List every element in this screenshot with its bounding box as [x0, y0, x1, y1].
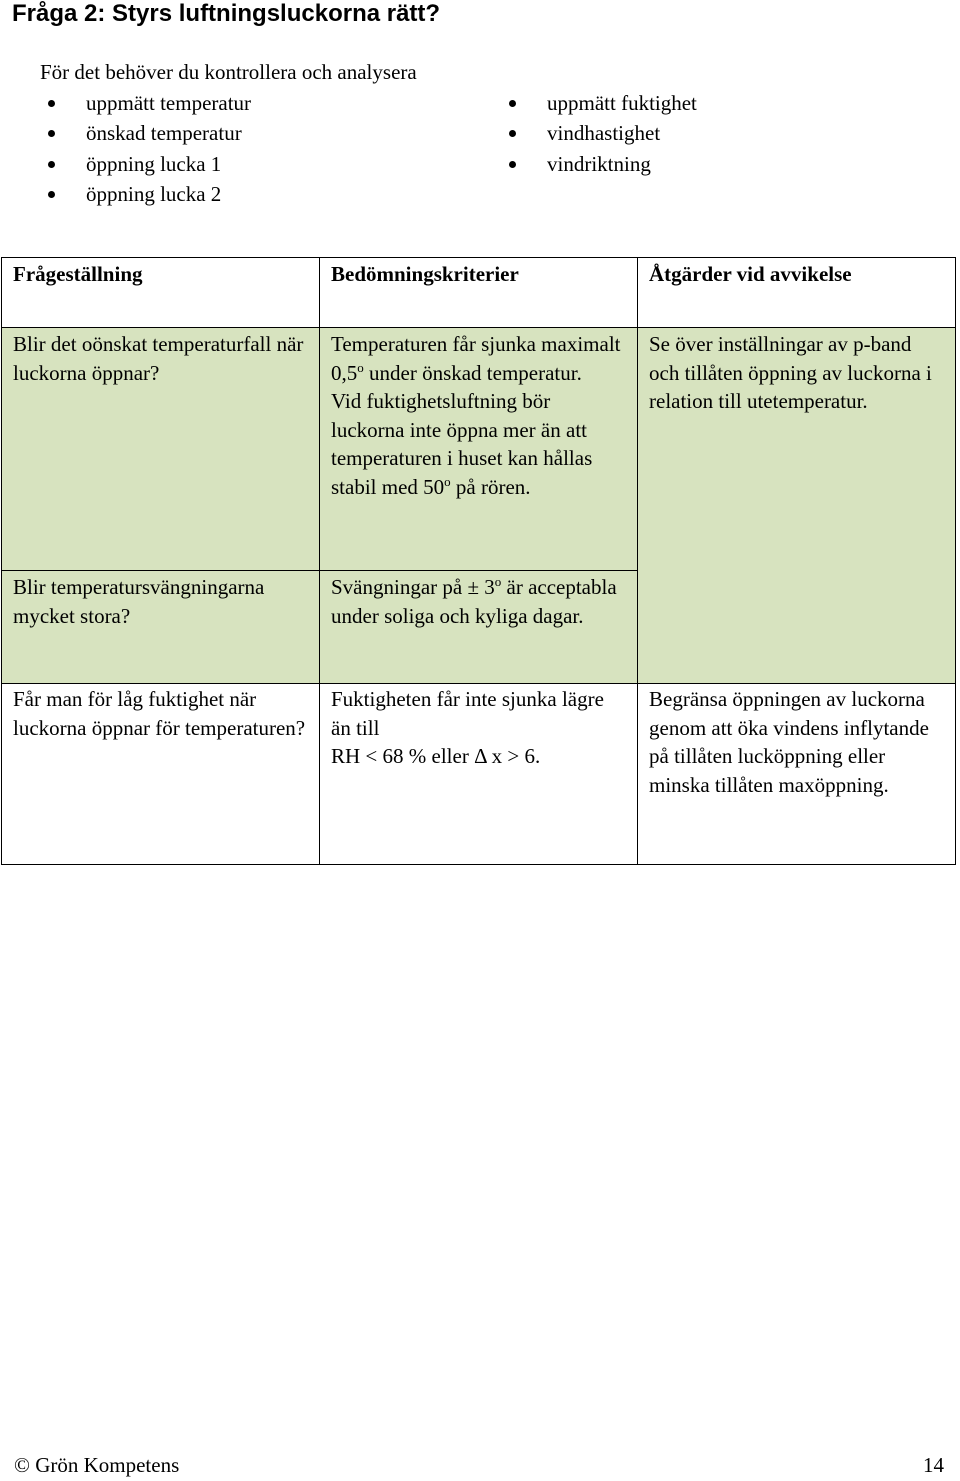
intro-text: För det behöver du kontrollera och analysera: [40, 60, 417, 84]
footer-copyright: © Grön Kompetens: [14, 1453, 180, 1477]
bullet-item: öppning lucka 1: [48, 149, 251, 179]
row3-action: Begränsa öppningen av luckorna genom att öka vindens inflytande på tillåten lucköppning eller minska tillåten maxöppning.: [638, 684, 956, 865]
degree-sup: o: [494, 574, 502, 589]
bullet-list-right: [509, 88, 697, 179]
bullet-icon: [48, 100, 55, 107]
bullet-item: önskad temperatur: [48, 118, 251, 148]
row1-question: Blir det oönskat temperaturfall när luckorna öppnar?: [2, 328, 320, 571]
table-row: [2, 328, 956, 571]
header-action: Åtgärder vid avvikelse: [638, 258, 956, 328]
row2-question: Blir temperatursvängningarna mycket stora?: [2, 571, 320, 684]
bullet-item: uppmätt fuktighet: [509, 88, 697, 118]
degree-sup: o: [444, 473, 451, 489]
bullet-icon: [48, 161, 55, 168]
page-heading: Fråga 2: Styrs luftningsluckorna rätt?: [12, 0, 441, 27]
bullet-item: vindhastighet: [509, 118, 697, 148]
bullet-icon: [48, 191, 55, 198]
row2-criteria: Svängningar på ± $3^o$ är acceptabla under soliga och kyliga dagar.: [320, 571, 638, 684]
bullet-icon: [509, 130, 516, 137]
bullet-list-left: [48, 88, 251, 209]
table-header-row: [2, 258, 956, 328]
bullet-icon: [509, 161, 516, 168]
row3-criteria: Fuktigheten får inte sjunka lägre än till RH < 68 % eller Δ x > 6.: [320, 684, 638, 865]
row1-criteria-b: Vid fuktighetsluftning bör luckorna inte öppna mer än att temperaturen i huset kan hållas stabil med 50$^o$ på rören.: [331, 389, 593, 499]
header-criteria: Bedömningskriterier: [320, 258, 638, 328]
bullet-item: öppning lucka 2: [48, 179, 251, 209]
bullet-item: vindriktning: [509, 149, 697, 179]
header-question: Frågeställning: [2, 258, 320, 328]
row1-action: Se över inställningar av p-band och tillåten öppning av luckorna i relation till utetemperatur.: [638, 328, 956, 684]
bullet-item: uppmätt temperatur: [48, 88, 251, 118]
assessment-table: [1, 257, 956, 865]
row3-question: Får man för låg fuktighet när luckorna öppnar för temperaturen?: [2, 684, 320, 865]
degree-sup: o: [357, 359, 364, 375]
bullet-icon: [509, 100, 516, 107]
footer-page-number: 14: [923, 1453, 944, 1477]
row1-criteria: [320, 328, 638, 571]
bullet-icon: [48, 130, 55, 137]
row1-criteria-a: Temperaturen får sjunka maximalt 0,5$^o$ under önskad temperatur.: [331, 332, 621, 385]
table-row: [2, 684, 956, 865]
